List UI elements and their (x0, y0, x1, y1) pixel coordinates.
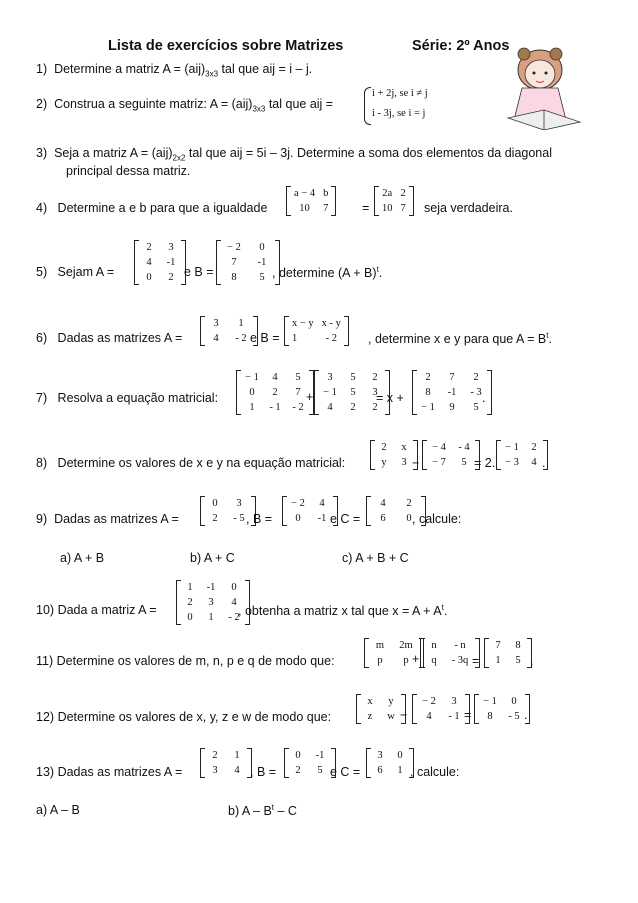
q6-matrix-b: x − y x - y 1 - 2 (284, 316, 349, 346)
q11-matrix-c: 7 8 1 5 (484, 638, 532, 668)
q9-item-c: c) A + B + C (342, 551, 409, 565)
q8-minus: − (412, 456, 420, 470)
q12-matrix-c: − 1 0 8 - 5 (474, 694, 530, 724)
question-7: 7) Resolva a equação matricial: (36, 391, 219, 405)
q5-matrix-a: 2 3 4 -1 0 2 (134, 240, 186, 285)
q6-matrix-a: 3 1 4 - 2 (200, 316, 258, 346)
q11-matrix-a: m 2m p p (364, 638, 424, 668)
q7-matrix-b: 3 5 2 − 1 5 3 4 2 2 (314, 370, 390, 415)
q10-matrix-a: 1 -1 0 2 3 4 0 1 - 2 (176, 580, 250, 625)
piecewise-case-2: i - 3j, se i = j (372, 108, 426, 119)
q11-dot: . (530, 654, 534, 668)
q6-mid: e B = (250, 331, 280, 345)
q8-matrix-b: − 4 - 4 − 7 5 (422, 440, 480, 470)
question-3: 3) Seja a matriz $A = (aij)_{2x2}$ tal que aij = 5i – 3j. Determine a soma dos elementos da diagonal (36, 146, 552, 163)
girl-reading-illustration (500, 40, 584, 130)
q4-tail: seja verdadeira. (424, 201, 513, 215)
q11-plus: + (412, 652, 420, 666)
q4-equals: = (362, 201, 370, 215)
q12-minus: − (400, 708, 408, 722)
q7-matrix-c: 2 7 2 8 -1 - 3 − 1 9 5 (412, 370, 492, 415)
q7-plus: + (306, 390, 314, 404)
q9-mid-b: , B = (246, 512, 273, 526)
question-3-line-2: principal dessa matriz. (66, 164, 191, 178)
q4-matrix-left: a − 4 b 10 7 (286, 186, 336, 216)
question-9: 9) Dadas as matrizes A = (36, 512, 179, 526)
q9-matrix-b: − 2 4 0 -1 (282, 496, 338, 526)
q13-mid-b: , B = (250, 765, 277, 779)
q9-item-b: b) A + C (190, 551, 235, 565)
question-10: 10) Dada a matriz A = (36, 603, 157, 617)
q4-matrix-right: 2a 2 10 7 (374, 186, 414, 216)
question-1: 1) Determine a matriz $A = (aij)_{3x3}$ tal que aij = i – j. (36, 62, 313, 79)
q5-matrix-b: − 2 0 7 -1 8 5 (216, 240, 280, 285)
question-12: 12) Determine os valores de x, y, z e w de modo que: (36, 710, 332, 724)
q12-matrix-b: − 2 3 4 - 1 (412, 694, 470, 724)
question-6: 6) Dadas as matrizes A = (36, 331, 183, 345)
piecewise-brace (364, 87, 371, 125)
q12-matrix-a: x y z w (356, 694, 406, 724)
q12-dot: . (524, 708, 528, 722)
q11-matrix-b: n - n q - 3q (420, 638, 480, 668)
question-13: 13) Dadas as matrizes A = (36, 765, 183, 779)
page-title: Lista de exercícios sobre Matrizes (108, 38, 344, 54)
q13-item-b: b) A – $B^t$ – C (228, 803, 297, 819)
q7-dot: . (482, 391, 486, 405)
q9-mid-c: e C = (330, 512, 361, 526)
piecewise-case-1: i + 2j, se i ≠ j (372, 88, 428, 99)
question-4: 4) Determine a e b para que a igualdade (36, 201, 268, 215)
question-11: 11) Determine os valores de m, n, p e q de modo que: (36, 654, 335, 668)
q13-tail: , calcule: (410, 765, 460, 779)
q12-equals: = (464, 708, 472, 722)
q9-tail: , calcule: (412, 512, 462, 526)
q13-item-a: a) A – B (36, 803, 80, 817)
q5-mid: e B = (184, 265, 214, 279)
q13-matrix-a: 2 1 3 4 (200, 748, 252, 778)
q5-tail: , determine $(A + B)^t$. (272, 265, 383, 281)
q9-matrix-c: 4 2 6 0 (366, 496, 426, 526)
q8-eq-2: = 2. (474, 456, 496, 470)
q8-matrix-c: − 1 2 − 3 4 (496, 440, 548, 470)
q9-matrix-a: 0 3 2 - 5 (200, 496, 256, 526)
q13-matrix-b: 0 -1 2 5 (284, 748, 336, 778)
q13-matrix-c: 3 0 6 1 (366, 748, 414, 778)
grade-label: Série: 2º Anos (412, 38, 510, 54)
q11-equals: = (472, 654, 480, 668)
q13-mid-c: e C = (330, 765, 361, 779)
q8-dot: . (542, 456, 546, 470)
q6-tail: , determine x e y para que $A = B^t$. (368, 331, 552, 347)
question-8: 8) Determine os valores de x e y na equação matricial: (36, 456, 346, 470)
q9-item-a: a) A + B (60, 551, 105, 565)
q10-tail: , obtenha a matriz x tal que $x = A + A^t$. (238, 603, 448, 619)
q8-matrix-a: 2 x y 3 (370, 440, 418, 470)
question-5: 5) Sejam A = (36, 265, 115, 279)
q7-matrix-a: − 1 4 5 0 2 7 1 - 1 - 2 (236, 370, 314, 415)
q7-eq-x: = x + (376, 391, 404, 405)
question-2: 2) Construa a seguinte matriz: $A = (aij)_{3x3}$ tal que aij = (36, 97, 334, 114)
